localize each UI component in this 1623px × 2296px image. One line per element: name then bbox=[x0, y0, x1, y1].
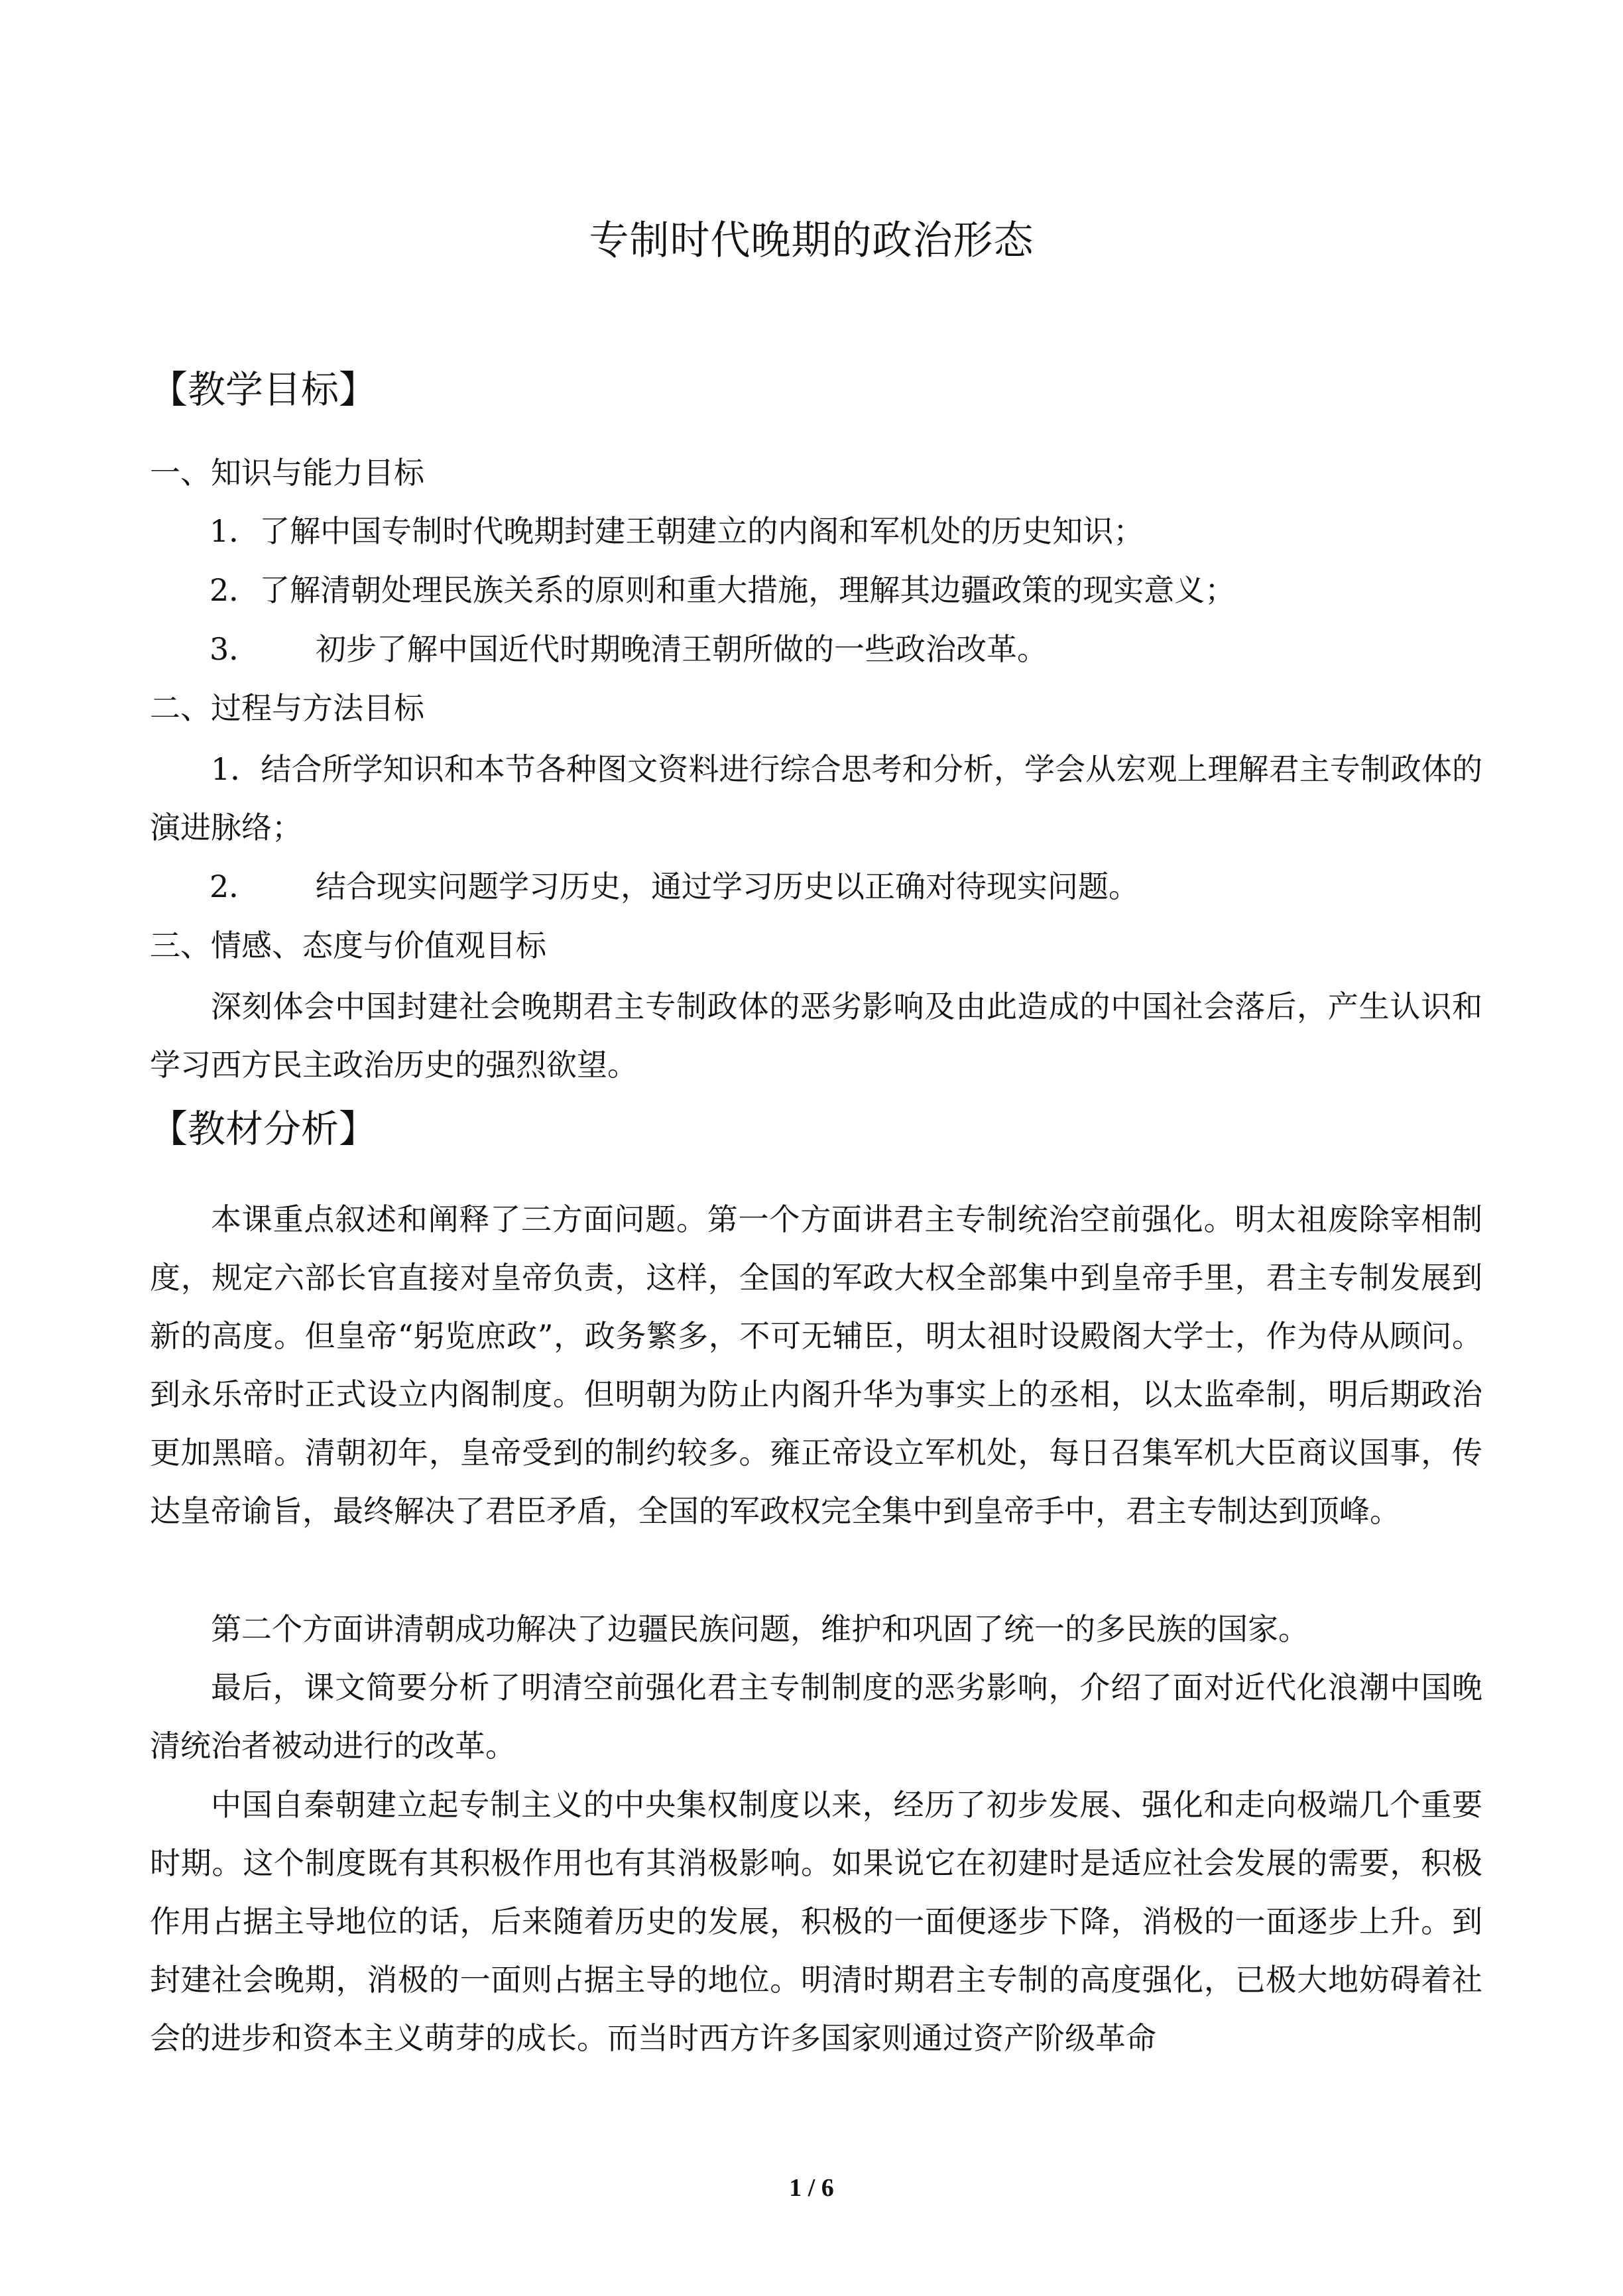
process-item-2 bbox=[210, 863, 1139, 910]
analysis-heading: 【教材分析】 bbox=[150, 1107, 377, 1151]
item-number: 2． bbox=[210, 572, 260, 608]
analysis-paragraph-3: 最后，课文简要分析了明清空前强化君主专制制度的恶劣影响，介绍了面对近代化浪潮中国晚清统治者被动进行的改革。 bbox=[150, 1669, 1482, 1764]
item-number: 1． bbox=[210, 513, 260, 549]
item-number: 2． bbox=[210, 869, 260, 904]
emotion-heading: 三、情感、态度与价值观目标 bbox=[150, 928, 546, 963]
page-number: 1 / 6 bbox=[789, 2174, 834, 2202]
knowledge-item-2 bbox=[210, 567, 1235, 613]
knowledge-item-1 bbox=[210, 508, 1144, 554]
analysis-paragraph-4: 中国自秦朝建立起专制主义的中央集权制度以来，经历了初步发展、强化和走向极端几个重要时期。这个制度既有其积极作用也有其消极影响。如果说它在初建时是适应社会发展的需要，积极作用占据主导地位的话，后来随着历史的发展，积极的一面便逐步下降，消极的一面逐步上升。到封建社会晚期，消极的一面则占据主导的地位。明清时期君主专制的高度强化，已极大地妨碍着社会的进步和资本主义萌芽的成长。而当时西方许多国家则通过资产阶级革命 bbox=[150, 1787, 1482, 2056]
process-item-1: 1．结合所学知识和本节各种图文资料进行综合思考和分析，学会从宏观上理解君主专制政体的演进脉络； bbox=[150, 751, 1482, 845]
analysis-paragraph-1: 本课重点叙述和阐释了三方面问题。第一个方面讲君主专制统治空前强化。明太祖废除宰相制度，规定六部长官直接对皇帝负责，这样，全国的军政大权全部集中到皇帝手里，君主专制发展到新的高度。但皇帝“躬览庶政”，政务繁多，不可无辅臣，明太祖时设殿阁大学士，作为侍从顾问。到永乐帝时正式设立内阁制度。但明朝为防止内阁升华为事实上的丞相，以太监牵制，明后期政治更加黑暗。清朝初年，皇帝受到的制约较多。雍正帝设立军机处，每日召集军机大臣商议国事，传达皇帝谕旨，最终解决了君臣矛盾，全国的军政权完全集中到皇帝手中，君主专制达到顶峰。 bbox=[150, 1201, 1482, 1529]
item-text: 了解清朝处理民族关系的原则和重大措施，理解其边疆政策的现实意义； bbox=[259, 572, 1236, 608]
knowledge-heading: 一、知识与能力目标 bbox=[150, 455, 424, 491]
item-text: 结合现实问题学习历史，通过学习历史以正确对待现实问题。 bbox=[316, 869, 1139, 904]
emotion-text: 深刻体会中国封建社会晚期君主专制政体的恶劣影响及由此造成的中国社会落后，产生认识和学习西方民主政治历史的强烈欲望。 bbox=[150, 989, 1482, 1083]
item-text: 了解中国专制时代晚期封建王朝建立的内阁和军机处的历史知识； bbox=[259, 513, 1144, 549]
process-heading: 二、过程与方法目标 bbox=[150, 690, 424, 726]
analysis-paragraph-2: 第二个方面讲清朝成功解决了边疆民族问题，维护和巩固了统一的多民族的国家。 bbox=[211, 1611, 1309, 1647]
item-text: 初步了解中国近代时期晚清王朝所做的一些政治改革。 bbox=[316, 631, 1048, 667]
knowledge-item-3 bbox=[210, 626, 1048, 672]
objectives-heading: 【教学目标】 bbox=[150, 368, 377, 412]
page-title: 专制时代晚期的政治形态 bbox=[589, 217, 1034, 264]
item-number: 3． bbox=[210, 631, 260, 667]
